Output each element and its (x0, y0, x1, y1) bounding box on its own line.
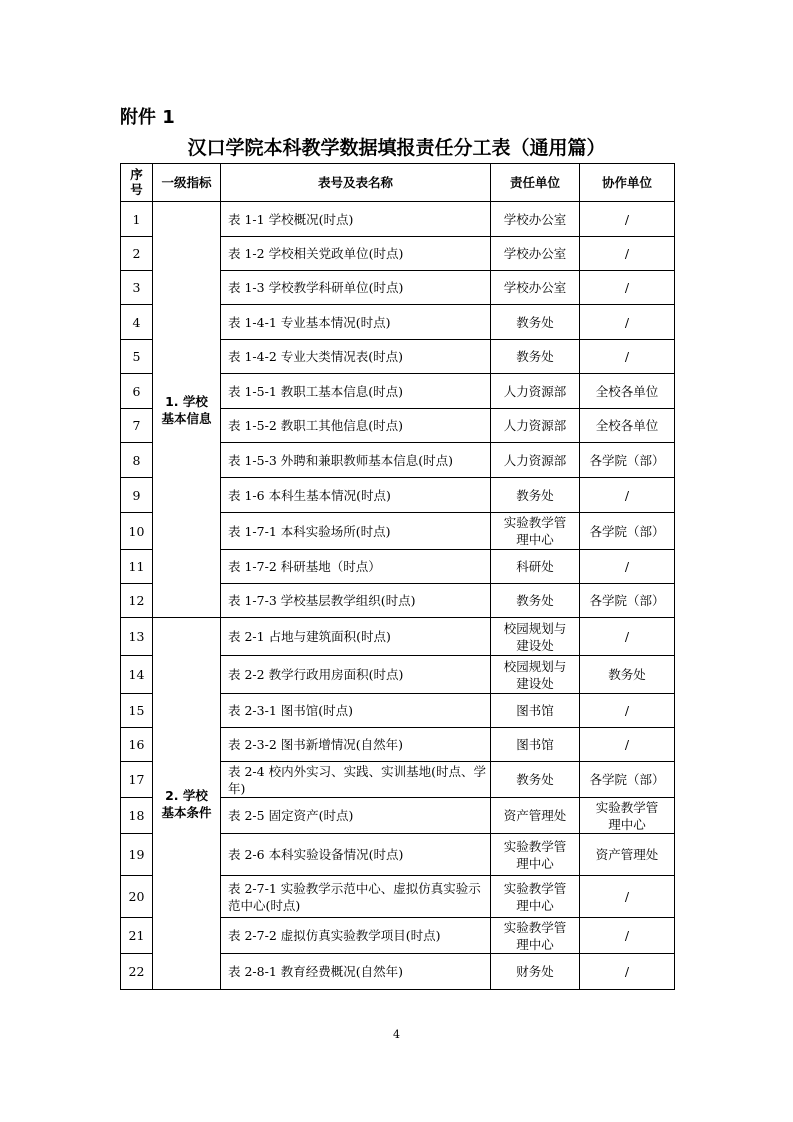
responsible-unit-text: 教务处 (516, 487, 554, 503)
responsible-unit (491, 443, 580, 478)
category-basic-info (153, 202, 221, 618)
column-header-form: 表号及表名称 (221, 164, 491, 202)
cooperating-unit-text: / (624, 964, 630, 979)
row-number: 13 (121, 618, 153, 656)
form-name: 表 1-4-1 专业基本情况(时点) (221, 305, 491, 340)
table-header-row (121, 164, 675, 202)
form-name: 表 2-7-2 虚拟仿真实验教学项目(时点) (221, 918, 491, 954)
cooperating-unit (580, 918, 675, 954)
responsible-unit-text: 教务处 (516, 772, 554, 787)
responsible-unit-text: 人力资源部 (503, 452, 567, 468)
responsible-unit (491, 694, 580, 728)
responsible-unit (491, 762, 580, 798)
row-number: 8 (121, 443, 153, 478)
cooperating-unit-text: / (624, 211, 630, 227)
responsible-unit (491, 271, 580, 305)
row-number: 14 (121, 656, 153, 694)
form-name: 表 1-7-1 本科实验场所(时点) (221, 513, 491, 550)
responsible-unit (491, 478, 580, 513)
cooperating-unit (580, 409, 675, 443)
cooperating-unit-text: 各学院（部） (589, 523, 665, 539)
table-row (121, 202, 675, 237)
responsible-unit (491, 374, 580, 409)
responsible-unit (491, 918, 580, 954)
row-number: 11 (121, 550, 153, 584)
cooperating-unit (580, 762, 675, 798)
responsible-unit (491, 584, 580, 618)
cooperating-unit (580, 340, 675, 374)
responsible-unit (491, 618, 580, 656)
form-name: 表 1-7-2 科研基地（时点） (221, 550, 491, 584)
cooperating-unit-text: 全校各单位 (595, 383, 659, 399)
cooperating-unit (580, 876, 675, 918)
cooperating-unit (580, 305, 675, 340)
column-header-seq: 序号 (121, 164, 153, 202)
column-header-cooperating: 协作单位 (580, 164, 675, 202)
row-number: 21 (121, 918, 153, 954)
row-number: 10 (121, 513, 153, 550)
form-name: 表 1-3 学校教学科研单位(时点) (221, 271, 491, 305)
cooperating-unit-text: / (624, 559, 630, 574)
responsible-unit-text: 实验教学管理中心 (503, 919, 567, 952)
responsible-unit (491, 237, 580, 271)
responsible-unit (491, 954, 580, 990)
responsible-unit-text: 图书馆 (516, 703, 554, 718)
form-name: 表 2-3-2 图书新增情况(自然年) (221, 728, 491, 762)
responsible-unit-text: 资产管理处 (503, 808, 567, 823)
responsible-unit (491, 798, 580, 834)
responsible-unit (491, 656, 580, 694)
row-number: 3 (121, 271, 153, 305)
responsible-unit (491, 409, 580, 443)
cooperating-unit (580, 202, 675, 237)
cooperating-unit (580, 443, 675, 478)
cooperating-unit-text: 资产管理处 (595, 847, 659, 862)
table-body (121, 202, 675, 990)
row-number: 4 (121, 305, 153, 340)
cooperating-unit-text: / (624, 737, 630, 752)
cooperating-unit-text: / (624, 349, 630, 364)
cooperating-unit (580, 550, 675, 584)
row-number: 5 (121, 340, 153, 374)
row-number: 9 (121, 478, 153, 513)
page-number: 4 (393, 1028, 400, 1041)
responsible-unit-text: 财务处 (516, 964, 554, 979)
cooperating-unit-text: / (624, 629, 630, 644)
form-name: 表 1-5-1 教职工基本信息(时点) (221, 374, 491, 409)
cooperating-unit (580, 374, 675, 409)
row-number: 19 (121, 834, 153, 876)
responsible-unit-text: 实验教学管理中心 (503, 880, 567, 913)
row-number: 12 (121, 584, 153, 618)
row-number: 2 (121, 237, 153, 271)
responsible-unit-text: 教务处 (516, 593, 554, 608)
row-number: 22 (121, 954, 153, 990)
responsible-unit-text: 人力资源部 (503, 383, 567, 399)
form-name: 表 1-5-2 教职工其他信息(时点) (221, 409, 491, 443)
responsible-unit (491, 550, 580, 584)
form-name: 表 2-4 校内外实习、实践、实训基地(时点、学年) (221, 762, 491, 798)
cooperating-unit (580, 584, 675, 618)
row-number: 15 (121, 694, 153, 728)
responsible-unit-text: 校园规划与建设处 (503, 658, 567, 691)
cooperating-unit (580, 478, 675, 513)
cooperating-unit-text: / (624, 246, 630, 261)
cooperating-unit-text: 全校各单位 (595, 418, 659, 433)
responsible-unit (491, 340, 580, 374)
cooperating-unit-text: / (624, 928, 630, 943)
attachment-label: 附件 1 (120, 107, 175, 128)
column-header-responsible: 责任单位 (491, 164, 580, 202)
column-header-category: 一级指标 (153, 164, 221, 202)
cooperating-unit (580, 728, 675, 762)
responsible-unit (491, 834, 580, 876)
table-row (121, 618, 675, 656)
cooperating-unit-text: 实验教学管理中心 (595, 799, 659, 832)
responsible-unit-text: 校园规划与建设处 (503, 620, 567, 653)
responsible-unit (491, 305, 580, 340)
cooperating-unit (580, 656, 675, 694)
responsible-unit (491, 513, 580, 550)
cooperating-unit (580, 237, 675, 271)
responsible-unit-text: 教务处 (516, 349, 554, 364)
responsible-unit-text: 科研处 (516, 559, 554, 574)
cooperating-unit (580, 271, 675, 305)
cooperating-unit-text: / (624, 314, 630, 330)
cooperating-unit-text: 教务处 (608, 667, 646, 682)
row-number: 18 (121, 798, 153, 834)
responsible-unit-text: 人力资源部 (503, 418, 567, 433)
responsible-unit (491, 728, 580, 762)
cooperating-unit-text: 各学院（部） (589, 772, 665, 787)
form-name: 表 1-1 学校概况(时点) (221, 202, 491, 237)
form-name: 表 2-6 本科实验设备情况(时点) (221, 834, 491, 876)
form-name: 表 1-2 学校相关党政单位(时点) (221, 237, 491, 271)
row-number: 20 (121, 876, 153, 918)
cooperating-unit-text: / (624, 703, 630, 718)
responsible-unit-text: 学校办公室 (503, 280, 567, 295)
row-number: 17 (121, 762, 153, 798)
form-name: 表 2-8-1 教育经费概况(自然年) (221, 954, 491, 990)
responsibility-table (120, 163, 675, 990)
cooperating-unit (580, 513, 675, 550)
row-number: 1 (121, 202, 153, 237)
responsible-unit (491, 202, 580, 237)
cooperating-unit (580, 954, 675, 990)
responsible-unit-text: 实验教学管理中心 (503, 515, 567, 547)
cooperating-unit-text: / (624, 889, 630, 904)
cooperating-unit (580, 618, 675, 656)
responsible-unit-text: 教务处 (516, 314, 554, 330)
cooperating-unit-text: 各学院（部） (589, 593, 665, 608)
form-name: 表 1-4-2 专业大类情况表(时点) (221, 340, 491, 374)
cooperating-unit-text: / (624, 280, 630, 295)
form-name: 表 2-3-1 图书馆(时点) (221, 694, 491, 728)
cooperating-unit (580, 694, 675, 728)
responsible-unit-text: 图书馆 (516, 737, 554, 752)
cooperating-unit (580, 798, 675, 834)
form-name: 表 1-7-3 学校基层教学组织(时点) (221, 584, 491, 618)
row-number: 7 (121, 409, 153, 443)
responsible-unit (491, 876, 580, 918)
responsible-unit-text: 实验教学管理中心 (503, 838, 567, 871)
category-label: 1. 学校基本信息 (161, 393, 212, 426)
responsible-unit-text: 学校办公室 (503, 211, 567, 227)
form-name: 表 2-5 固定资产(时点) (221, 798, 491, 834)
responsible-unit-text: 学校办公室 (503, 246, 567, 261)
category-label: 2. 学校基本条件 (161, 787, 212, 820)
form-name: 表 1-6 本科生基本情况(时点) (221, 478, 491, 513)
row-number: 6 (121, 374, 153, 409)
document-title: 汉口学院本科教学数据填报责任分工表（通用篇） (187, 137, 606, 159)
cooperating-unit (580, 834, 675, 876)
form-name: 表 2-7-1 实验教学示范中心、虚拟仿真实验示范中心(时点) (221, 876, 491, 918)
form-name: 表 2-1 占地与建筑面积(时点) (221, 618, 491, 656)
form-name: 表 1-5-3 外聘和兼职教师基本信息(时点) (221, 443, 491, 478)
row-number: 16 (121, 728, 153, 762)
cooperating-unit-text: 各学院（部） (589, 452, 665, 468)
category-basic-conditions (153, 618, 221, 990)
cooperating-unit-text: / (624, 487, 630, 503)
form-name: 表 2-2 教学行政用房面积(时点) (221, 656, 491, 694)
